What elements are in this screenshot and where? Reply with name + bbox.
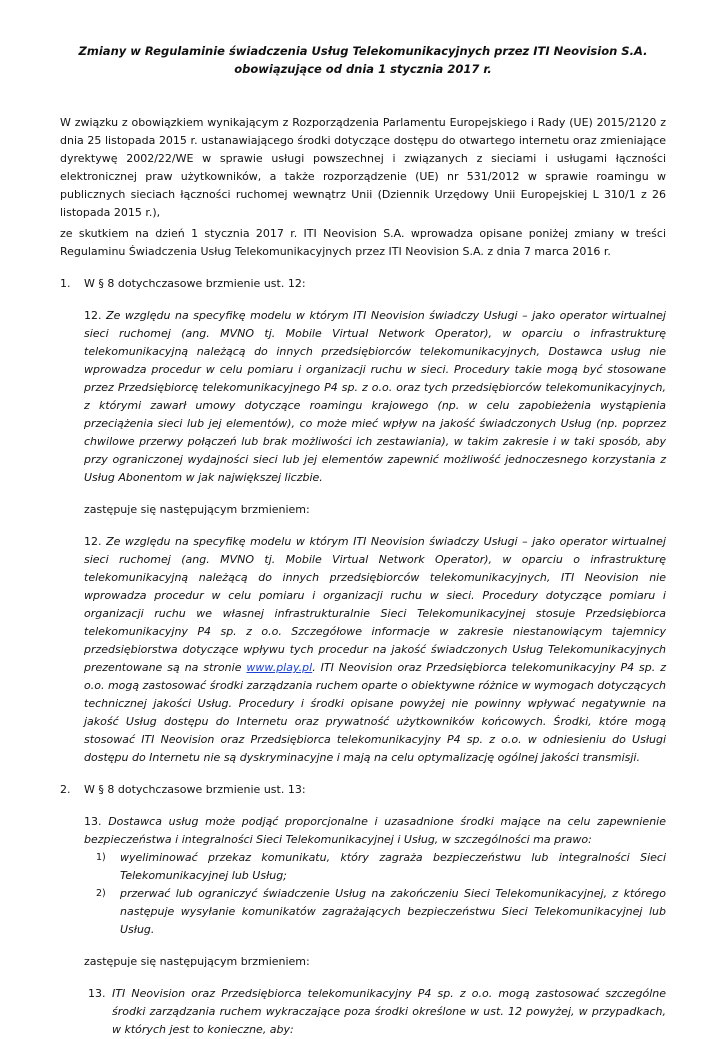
document-page: [60, 42, 666, 1039]
document-title: [60, 42, 666, 78]
sub-item-text: wyeliminować przekaz komunikatu, który zagraża bezpieczeństwu lub integralności Sieci Telekomunikacyjnej lub Usług;: [120, 851, 666, 882]
old-wording-paragraph: [84, 307, 666, 487]
replace-label: zastępuje się następującym brzmieniem:: [84, 503, 310, 516]
new-paragraph-text-a: Ze względu na specyfikę modelu w którym ITI Neovision świadczy Usługi – jako operator wirtualnej sieci ruchomej (ang. MVNO tj. Mobile Virtual Network Operator), w oparciu o infrastrukturę telekomunikacyjną należącą do innych przedsiębiorców telekomunikacyjnych, ITI Neovision nie wprowadza procedur w celu pomiaru i organizacji ruchu w sieci. Procedury dotyczące pomiaru i organizacji ruchu we własnej infrastrukturalnie Sieci Telekomunikacyjnej stosuje Przedsiębiorca telekomunikacyjny P4 sp. z o.o. Szczegółowe informacje w zakresie niestanowiącym tajemnicy przedsiębiorstwa dotyczące wpływu tych procedur na jakość świadczonych Usług Telekomunikacyjnych prezentowane są na stronie: [84, 535, 666, 674]
sub-item-number: 2): [96, 888, 106, 899]
play-website-link[interactable]: www.play.pl: [246, 661, 313, 674]
change-item-1: [60, 275, 666, 293]
new-paragraph-text-b: . ITI Neovision oraz Przedsiębiorca telekomunikacyjny P4 sp. z o.o. mogą zastosować środki zarządzania ruchem oparte o obiektywne różnice w wymogach dotyczących technicznej jakości Usług. Procedury i środki opisane powyżej nie powinny wpływać negatywnie na jakość Usług dostępu do Internetu oraz prywatność użytkowników końcowych. Środki, które mogą stosować ITI Neovision oraz Przedsiębiorca telekomunikacyjny P4 sp. z o.o. w odniesieniu do Usługi dostępu do Internetu nie są dyskryminacyjne i mają na celu optymalizację ogólnej jakości transmisji.: [84, 661, 666, 764]
sub-item-text: przerwać lub ograniczyć świadczenie Usług na zakończeniu Sieci Telekomunikacyjnej, z którego następuje wysyłanie komunikatów zagrażających bezpieczeństwu Sieci Telekomunikacyjnej lub Usług.: [120, 887, 666, 936]
item-heading: W § 8 dotychczasowe brzmienie ust. 13:: [84, 783, 306, 796]
item-number: 2.: [60, 783, 71, 796]
new-paragraph-number: 12.: [84, 535, 102, 548]
old-paragraph-text: Ze względu na specyfikę modelu w którym ITI Neovision świadczy Usługi – jako operator wirtualnej sieci ruchomej (ang. MVNO tj. Mobile Virtual Network Operator), w oparciu o infrastrukturę telekomunikacyjną należącą do innych przedsiębiorców telekomunikacyjnych, Dostawca usług nie wprowadza procedur w celu pomiaru i organizacji ruchu w sieci. Procedury takie mogą być stosowane przez Przedsiębiorcę telekomunikacyjnego P4 sp. z o.o. oraz tych przedsiębiorców telekomunikacyjnych, z którymi zawarł umowy dotyczące roamingu krajowego (np. w celu zapobieżenia wystąpienia przeciążenia sieci lub jej elementów), co może mieć wpływ na jakość świadczonych Usług (np. poprzez chwilowe przerwy połączeń lub brak możliwości ich zestawiania), w takim zakresie i w taki sposób, aby przy ograniczonej wydajności sieci lub jej elementów zapewnić możliwość jednoczesnego korzystania z Usług Abonentom w jak największej liczbie.: [84, 309, 666, 484]
old-paragraph-text: Dostawca usług może podjąć proporcjonalne i uzasadnione środki mające na celu zapewnienie bezpieczeństwa i integralności Sieci Telekomunikacyjnej i Usług, w szczególności ma prawo:: [84, 815, 666, 846]
intro-paragraph: W związku z obowiązkiem wynikającym z Rozporządzenia Parlamentu Europejskiego i Rady (UE) 2015/2120 z dnia 25 listopada 2015 r. ustanawiającego środki dotyczące dostępu do otwartego internetu oraz zmieniające dyrektywę 2002/22/WE w sprawie usługi powszechnej i związanych z sieciami i usługami łączności elektronicznej praw użytkowników, a także rozporządzenie (UE) nr 531/2012 w sprawie roamingu w publicznych sieciach łączności ruchomej wewnątrz Unii (Dziennik Urzędowy Unii Europejskiej L 310/1 z 26 listopada 2015 r.),: [60, 116, 666, 219]
new-wording-paragraph: [84, 533, 666, 767]
new-wording-paragraph: [88, 985, 666, 1039]
title-line-1: Zmiany w Regulaminie świadczenia Usług Telekomunikacyjnych przez ITI Neovision S.A.: [78, 44, 648, 58]
title-line-2: obowiązujące od dnia 1 stycznia 2017 r.: [234, 62, 492, 76]
sub-item-number: 1): [96, 852, 106, 863]
old-paragraph-number: 13.: [84, 815, 102, 828]
list-item: [96, 885, 666, 939]
replace-label: zastępuje się następującym brzmieniem:: [84, 955, 310, 968]
change-item-2: [60, 781, 666, 799]
new-paragraph-number: 13.: [88, 987, 106, 1000]
new-paragraph-text: ITI Neovision oraz Przedsiębiorca telekomunikacyjny P4 sp. z o.o. mogą zastosować szczególne środki zarządzania ruchem wykraczające poza środki określone w ust. 12 powyżej, w przypadkach, w których jest to konieczne, aby:: [112, 987, 666, 1036]
list-item: [96, 849, 666, 885]
intro-paragraph-2: ze skutkiem na dzień 1 stycznia 2017 r. ITI Neovision S.A. wprowadza opisane poniżej zmiany w treści Regulaminu Świadczenia Usług Telekomunikacyjnych przez ITI Neovision S.A. z dnia 7 marca 2016 r.: [60, 227, 666, 258]
item-heading: W § 8 dotychczasowe brzmienie ust. 12:: [84, 277, 306, 290]
sub-list: [96, 849, 666, 939]
item-number: 1.: [60, 277, 71, 290]
old-wording-paragraph: [84, 813, 666, 849]
old-paragraph-number: 12.: [84, 309, 102, 322]
